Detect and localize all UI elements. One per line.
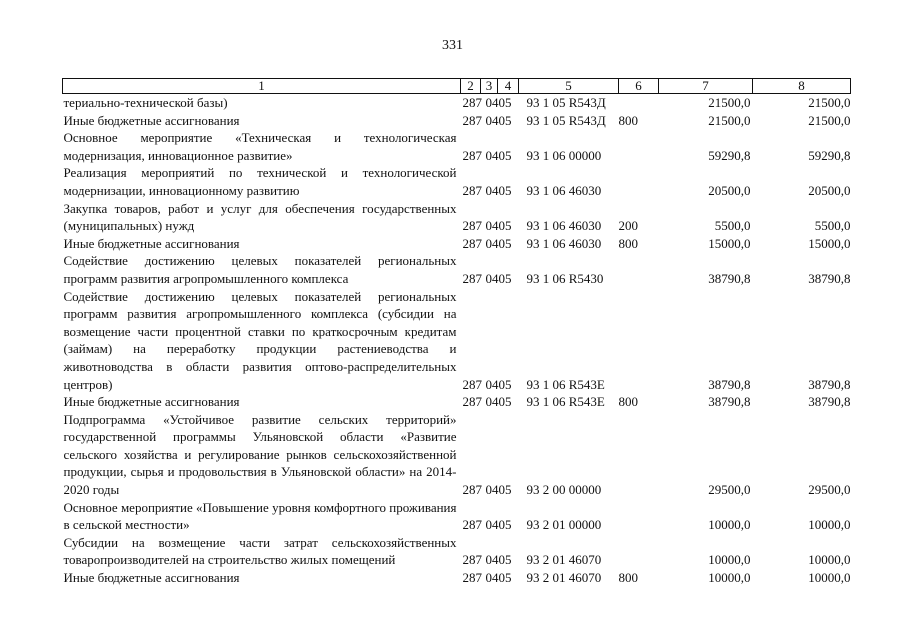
row-vr-code: 200 (618, 218, 638, 234)
row-name: Закупка товаров, работ и услуг для обеспечения государственных (муниципальных) нужд (63, 200, 457, 234)
table-row (63, 200, 851, 235)
table-row (63, 288, 851, 394)
row-rz-code: 04 (485, 95, 499, 110)
row-cs-code: 93 2 01 00000 (526, 517, 602, 533)
row-cs-code: 93 1 05 R543Д (526, 95, 606, 110)
header-col-8: 8 (753, 79, 851, 94)
row-name: териально-технической базы) (63, 95, 228, 110)
row-rz-code: 04 (485, 517, 499, 533)
row-cs-code: 93 1 06 R543Е (526, 376, 605, 392)
header-col-5: 5 (519, 79, 619, 94)
table-row (63, 499, 851, 534)
row-sum-col7: 15000,0 (708, 235, 751, 251)
row-pr-code: 05 (498, 147, 512, 163)
table-row (63, 164, 851, 199)
row-sum-col7: 38790,8 (708, 376, 751, 392)
row-vr-code: 800 (618, 570, 638, 586)
row-sum-col7: 5500,0 (714, 218, 751, 234)
table-row (63, 534, 851, 569)
row-name: Иные бюджетные ассигнования (63, 394, 240, 410)
row-cs-code: 93 1 06 46030 (526, 235, 602, 251)
table-row (63, 112, 851, 130)
table-row (63, 411, 851, 499)
row-pr-code: 05 (498, 570, 512, 586)
row-name: Реализация мероприятий по технической и технологической модернизации, инновационному развитию (63, 165, 457, 198)
row-sum-col8: 10000,0 (808, 517, 851, 533)
row-pr-code: 05 (498, 517, 512, 533)
row-gr-code: 287 (462, 95, 482, 110)
row-sum-col8: 10000,0 (808, 552, 851, 568)
row-sum-col7: 29500,0 (708, 482, 751, 498)
row-sum-col7: 20500,0 (708, 182, 751, 198)
table-header-row (63, 79, 851, 94)
budget-table (62, 78, 851, 587)
row-rz-code: 04 (485, 552, 499, 568)
row-sum-col8: 29500,0 (808, 482, 851, 498)
row-sum-col8: 20500,0 (808, 182, 851, 198)
row-rz-code: 04 (485, 270, 499, 286)
header-col-1: 1 (63, 79, 461, 94)
row-rz-code: 04 (485, 112, 499, 128)
row-rz-code: 04 (485, 218, 499, 234)
row-cs-code: 93 2 01 46070 (526, 570, 602, 586)
header-col-4: 4 (498, 79, 519, 94)
row-gr-code: 287 (462, 218, 482, 234)
row-vr-code (619, 499, 659, 534)
row-vr-code (619, 288, 659, 394)
row-name: Содействие достижению целевых показателей региональных программ развития агропромышленного комплекса (субсидии на возмещение части процентной ставки по краткосрочным кредитам (займам) на переработку продукции растениеводства и животноводства в области развития оптово-распределительных центров) (63, 288, 457, 392)
header-col-3: 3 (481, 79, 498, 94)
header-col-6: 6 (619, 79, 659, 94)
row-sum-col8: 5500,0 (814, 218, 851, 234)
row-vr-code (619, 94, 659, 112)
row-vr-code (619, 252, 659, 287)
row-name: Подпрограмма «Устойчивое развитие сельских территорий» государственной программы Ульяновской области «Развитие сельского хозяйства и регулирование рынков сельскохозяйственной продукции, сырья и продовольствия в Ульяновской области» на 2014-2020 годы (63, 411, 457, 498)
row-gr-code: 287 (462, 270, 482, 286)
row-rz-code: 04 (485, 482, 499, 498)
row-sum-col8: 15000,0 (808, 235, 851, 251)
table-row (63, 94, 851, 112)
row-rz-code: 04 (485, 394, 499, 410)
row-pr-code: 05 (498, 394, 512, 410)
row-name: Содействие достижению целевых показателей региональных программ развития агропромышленного комплекса (63, 253, 457, 286)
table-row (63, 129, 851, 164)
row-sum-col7: 21500,0 (708, 95, 751, 110)
row-pr-code: 05 (498, 482, 512, 498)
row-cs-code: 93 1 06 46030 (526, 182, 602, 198)
row-pr-code: 05 (498, 376, 512, 392)
row-gr-code: 287 (462, 482, 482, 498)
row-cs-code: 93 2 00 00000 (526, 482, 602, 498)
row-sum-col8: 38790,8 (808, 376, 851, 392)
row-rz-code: 04 (485, 147, 499, 163)
row-vr-code: 800 (618, 394, 638, 410)
row-gr-code: 287 (462, 552, 482, 568)
row-sum-col8: 38790,8 (808, 394, 851, 410)
row-pr-code: 05 (498, 95, 512, 110)
row-gr-code: 287 (462, 570, 482, 586)
row-sum-col8: 21500,0 (808, 95, 851, 110)
row-name: Иные бюджетные ассигнования (63, 112, 240, 128)
row-vr-code: 800 (618, 235, 638, 251)
table-row (63, 393, 851, 411)
row-sum-col8: 10000,0 (808, 570, 851, 586)
row-name: Иные бюджетные ассигнования (63, 235, 240, 251)
row-gr-code: 287 (462, 182, 482, 198)
row-sum-col7: 10000,0 (708, 552, 751, 568)
row-pr-code: 05 (498, 112, 512, 128)
table-body (63, 94, 851, 587)
row-cs-code: 93 2 01 46070 (526, 552, 602, 568)
header-col-2: 2 (461, 79, 481, 94)
row-sum-col7: 59290,8 (708, 147, 751, 163)
row-sum-col7: 38790,8 (708, 270, 751, 286)
row-name: Иные бюджетные ассигнования (63, 570, 240, 586)
header-col-7: 7 (659, 79, 753, 94)
row-gr-code: 287 (462, 112, 482, 128)
row-sum-col7: 10000,0 (708, 517, 751, 533)
page-number: 331 (442, 38, 463, 53)
row-gr-code: 287 (462, 235, 482, 251)
row-sum-col8: 21500,0 (808, 112, 851, 128)
row-gr-code: 287 (462, 517, 482, 533)
row-rz-code: 04 (485, 376, 499, 392)
row-name: Основное мероприятие «Повышение уровня комфортного проживания в сельской местности» (63, 499, 457, 533)
row-vr-code (619, 411, 659, 499)
row-vr-code (619, 129, 659, 164)
row-sum-col8: 38790,8 (808, 270, 851, 286)
row-rz-code: 04 (485, 570, 499, 586)
row-gr-code: 287 (462, 147, 482, 163)
row-pr-code: 05 (498, 235, 512, 251)
row-name: Основное мероприятие «Техническая и технологическая модернизация, инновационное развитие» (63, 130, 457, 163)
row-sum-col7: 10000,0 (708, 570, 751, 586)
row-pr-code: 05 (498, 218, 512, 234)
row-cs-code: 93 1 05 R543Д (526, 112, 606, 128)
row-sum-col8: 59290,8 (808, 147, 851, 163)
row-gr-code: 287 (462, 376, 482, 392)
row-name: Субсидии на возмещение части затрат сельскохозяйственных товаропроизводителей на строительство жилых помещений (63, 534, 457, 568)
row-cs-code: 93 1 06 R543Е (526, 394, 605, 410)
row-pr-code: 05 (498, 270, 512, 286)
table-row (63, 252, 851, 287)
row-sum-col7: 21500,0 (708, 112, 751, 128)
row-vr-code (619, 534, 659, 569)
row-rz-code: 04 (485, 235, 499, 251)
row-gr-code: 287 (462, 394, 482, 410)
row-sum-col7: 38790,8 (708, 394, 751, 410)
row-cs-code: 93 1 06 46030 (526, 218, 602, 234)
row-vr-code: 800 (618, 112, 638, 128)
table-row (63, 235, 851, 253)
row-cs-code: 93 1 06 00000 (526, 147, 602, 163)
row-rz-code: 04 (485, 182, 499, 198)
table-row (63, 569, 851, 587)
row-vr-code (619, 164, 659, 199)
row-cs-code: 93 1 06 R5430 (526, 270, 604, 286)
row-pr-code: 05 (498, 552, 512, 568)
row-pr-code: 05 (498, 182, 512, 198)
